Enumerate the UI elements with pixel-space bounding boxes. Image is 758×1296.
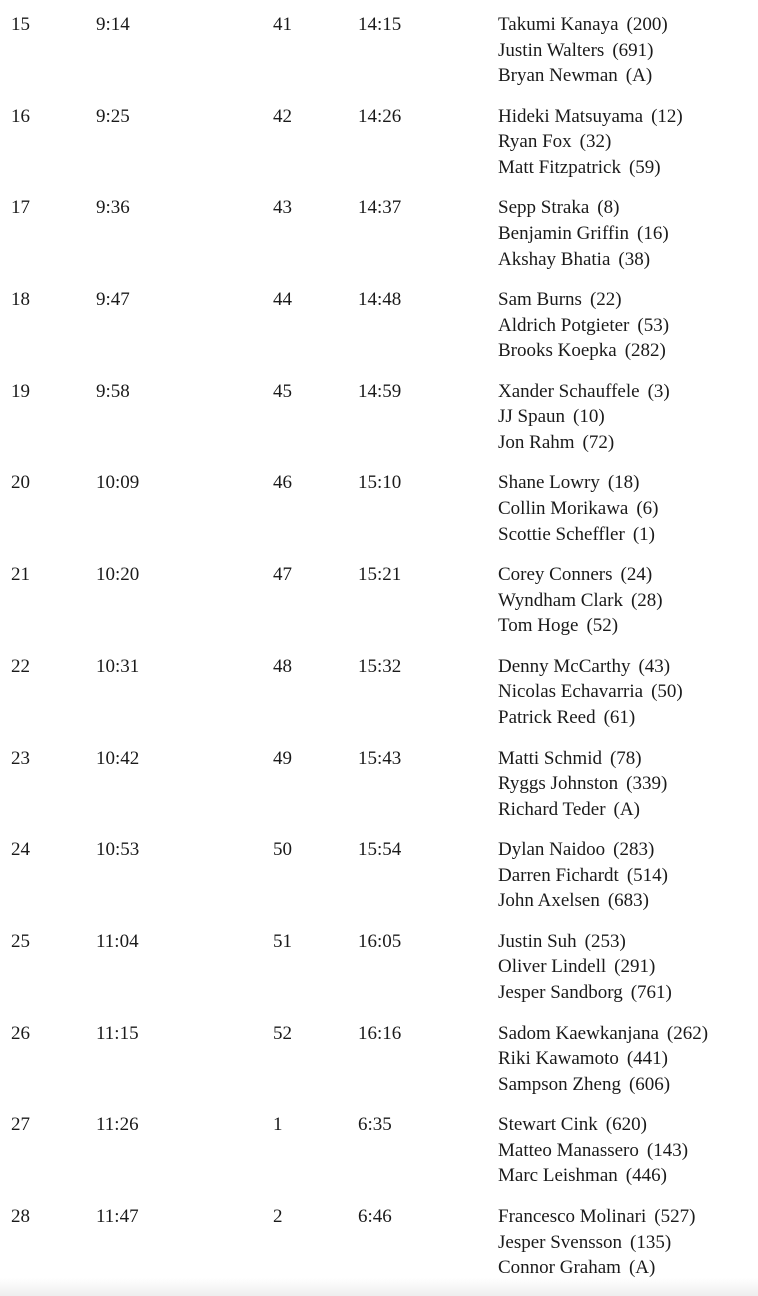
group-number: 18	[11, 289, 30, 311]
player-name: Xander Schauffele	[498, 380, 640, 402]
group-number-alt: 45	[273, 380, 292, 402]
player-list	[498, 746, 667, 823]
group-number-alt: 51	[273, 930, 292, 952]
player-rank: (283)	[613, 839, 655, 861]
tee-time: 9:14	[96, 14, 130, 35]
player-list	[498, 195, 669, 272]
player-name: Stewart Cink	[498, 1114, 598, 1136]
player-rank: (339)	[626, 773, 668, 795]
player-name: Matt Fitzpatrick	[498, 156, 621, 178]
group-number: 20	[11, 472, 30, 494]
player-rank: (262)	[666, 1022, 709, 1044]
player-entry	[498, 155, 683, 181]
player-entry	[498, 705, 683, 731]
player-rank: (72)	[582, 431, 615, 453]
player-rank: (10)	[573, 406, 605, 428]
player-name: Jon Rahm	[498, 431, 575, 453]
group-number-alt: 48	[273, 655, 292, 677]
table-row	[0, 837, 758, 929]
player-entry	[498, 746, 667, 772]
tee-time-alt: 15:10	[358, 472, 402, 494]
player-entry	[498, 588, 663, 614]
tee-time-alt: 15:54	[358, 839, 402, 861]
player-rank: (A)	[628, 1257, 656, 1279]
player-entry	[498, 679, 683, 705]
player-rank: (24)	[620, 564, 653, 586]
player-entry	[498, 954, 672, 980]
player-list	[498, 1204, 695, 1281]
player-rank: (282)	[624, 340, 666, 362]
player-rank: (22)	[589, 289, 622, 311]
player-rank: (620)	[605, 1114, 647, 1136]
tee-time-alt: 14:48	[358, 289, 402, 311]
group-number: 27	[11, 1114, 30, 1136]
player-entry	[498, 1021, 708, 1047]
player-rank: (78)	[609, 747, 642, 769]
tee-time-alt: 6:46	[358, 1205, 392, 1227]
player-name: Takumi Kanaya	[498, 14, 619, 35]
table-row	[0, 195, 758, 287]
table-row	[0, 746, 758, 838]
player-name: Sepp Straka	[498, 197, 590, 219]
player-list	[498, 379, 670, 456]
tee-time-alt: 15:32	[358, 655, 402, 677]
player-entry	[498, 63, 668, 89]
player-name: Richard Teder	[498, 798, 606, 820]
player-name: Patrick Reed	[498, 707, 596, 728]
player-rank: (61)	[603, 707, 636, 728]
player-name: JJ Spaun	[498, 406, 566, 428]
player-rank: (32)	[579, 131, 612, 153]
player-name: Matteo Manassero	[498, 1139, 639, 1161]
player-name: Scottie Scheffler	[498, 523, 625, 545]
player-rank: (18)	[607, 472, 640, 494]
player-entry	[498, 1046, 708, 1072]
table-row	[0, 379, 758, 471]
player-entry	[498, 12, 668, 38]
player-name: Collin Morikawa	[498, 498, 629, 520]
player-entry	[498, 104, 683, 130]
player-rank: (691)	[612, 39, 654, 61]
player-rank: (761)	[630, 982, 672, 1004]
player-list	[498, 1112, 688, 1189]
player-list	[498, 654, 683, 731]
player-list	[498, 929, 672, 1006]
player-entry	[498, 1138, 688, 1164]
table-row	[0, 929, 758, 1021]
player-entry	[498, 379, 670, 405]
player-name: Marc Leishman	[498, 1165, 618, 1187]
group-number: 24	[11, 839, 30, 861]
player-entry	[498, 313, 669, 339]
player-entry	[498, 1230, 695, 1256]
player-rank: (446)	[625, 1165, 667, 1187]
player-entry	[498, 221, 669, 247]
player-rank: (43)	[638, 655, 671, 677]
tee-time: 11:47	[96, 1205, 139, 1227]
table-row	[0, 470, 758, 562]
player-entry	[498, 797, 667, 823]
player-name: Corey Conners	[498, 564, 613, 586]
player-name: Ryggs Johnston	[498, 773, 619, 795]
player-entry	[498, 1204, 695, 1230]
group-number-alt: 49	[273, 747, 292, 769]
player-rank: (50)	[651, 681, 683, 703]
player-entry	[498, 195, 669, 221]
player-entry	[498, 837, 668, 863]
group-number-alt: 2	[273, 1205, 283, 1227]
table-row	[0, 562, 758, 654]
group-number: 25	[11, 930, 30, 952]
player-entry	[498, 562, 663, 588]
player-entry	[498, 771, 667, 797]
tee-times-table	[0, 12, 758, 1296]
player-name: Darren Fichardt	[498, 864, 619, 886]
player-name: Benjamin Griffin	[498, 222, 630, 244]
player-name: Riki Kawamoto	[498, 1048, 619, 1070]
player-entry	[498, 129, 683, 155]
tee-time: 9:58	[96, 380, 130, 402]
group-number: 15	[11, 14, 30, 35]
tee-time: 9:36	[96, 197, 130, 219]
player-rank: (3)	[647, 380, 670, 402]
table-row	[0, 1021, 758, 1113]
group-number: 16	[11, 105, 30, 127]
player-entry	[498, 38, 668, 64]
player-rank: (527)	[654, 1205, 696, 1227]
tee-time: 10:20	[96, 564, 140, 586]
player-list	[498, 287, 669, 364]
group-number-alt: 44	[273, 289, 292, 311]
group-number: 22	[11, 655, 30, 677]
player-name: Justin Suh	[498, 930, 577, 952]
player-name: Bryan Newman	[498, 65, 618, 87]
player-name: Dylan Naidoo	[498, 839, 606, 861]
group-number: 23	[11, 747, 30, 769]
player-entry	[498, 287, 669, 313]
player-rank: (291)	[614, 956, 656, 978]
player-rank: (1)	[632, 523, 655, 545]
player-name: Justin Walters	[498, 39, 605, 61]
player-name: Ryan Fox	[498, 131, 572, 153]
player-rank: (53)	[637, 314, 670, 336]
player-name: Shane Lowry	[498, 472, 600, 494]
player-entry	[498, 430, 670, 456]
player-rank: (135)	[630, 1231, 672, 1253]
table-row	[0, 104, 758, 196]
player-rank: (514)	[626, 864, 668, 886]
group-number-alt: 46	[273, 472, 292, 494]
player-entry	[498, 522, 659, 548]
player-rank: (200)	[626, 14, 668, 35]
tee-time: 11:26	[96, 1114, 139, 1136]
player-name: Aldrich Potgieter	[498, 314, 630, 336]
player-name: Brooks Koepka	[498, 340, 617, 362]
player-entry	[498, 496, 659, 522]
player-name: Sampson Zheng	[498, 1073, 621, 1095]
player-name: Francesco Molinari	[498, 1205, 647, 1227]
player-list	[498, 12, 668, 89]
player-list	[498, 1021, 708, 1098]
player-name: John Axelsen	[498, 890, 600, 912]
player-entry	[498, 654, 683, 680]
player-entry	[498, 338, 669, 364]
tee-time: 10:42	[96, 747, 140, 769]
player-name: Oliver Lindell	[498, 956, 607, 978]
player-entry	[498, 1163, 688, 1189]
table-row	[0, 12, 758, 104]
player-rank: (143)	[646, 1139, 689, 1161]
group-number-alt: 47	[273, 564, 292, 586]
tee-time-alt: 15:43	[358, 747, 402, 769]
player-name: Akshay Bhatia	[498, 248, 611, 270]
player-entry	[498, 888, 668, 914]
player-name: Tom Hoge	[498, 615, 579, 637]
player-rank: (52)	[586, 615, 619, 637]
player-name: Jesper Sandborg	[498, 982, 623, 1004]
player-rank: (28)	[630, 589, 663, 611]
group-number: 26	[11, 1022, 30, 1044]
tee-time-alt: 15:21	[358, 564, 402, 586]
group-number: 17	[11, 197, 30, 219]
player-entry	[498, 404, 670, 430]
player-rank: (683)	[607, 890, 650, 912]
tee-time: 11:15	[96, 1022, 139, 1044]
group-number-alt: 43	[273, 197, 292, 219]
player-list	[498, 837, 668, 914]
player-entry	[498, 1072, 708, 1098]
group-number-alt: 52	[273, 1022, 292, 1044]
tee-time: 9:47	[96, 289, 130, 311]
player-list	[498, 562, 663, 639]
player-list	[498, 104, 683, 181]
group-number-alt: 50	[273, 839, 292, 861]
group-number-alt: 41	[273, 14, 292, 35]
tee-time-alt: 16:16	[358, 1022, 402, 1044]
player-name: Sadom Kaewkanjana	[498, 1022, 659, 1044]
player-entry	[498, 863, 668, 889]
player-name: Matti Schmid	[498, 747, 602, 769]
tee-time-alt: 14:26	[358, 105, 402, 127]
player-rank: (A)	[613, 798, 640, 820]
player-rank: (38)	[618, 248, 651, 270]
player-entry	[498, 1112, 688, 1138]
player-rank: (12)	[651, 105, 683, 127]
player-rank: (253)	[584, 930, 626, 952]
player-name: Jesper Svensson	[498, 1231, 623, 1253]
player-list	[498, 470, 659, 547]
player-name: Hideki Matsuyama	[498, 105, 644, 127]
player-name: Sam Burns	[498, 289, 582, 311]
player-entry	[498, 247, 669, 273]
group-number: 21	[11, 564, 30, 586]
player-entry	[498, 613, 663, 639]
player-entry	[498, 980, 672, 1006]
table-row	[0, 287, 758, 379]
player-rank: (8)	[597, 197, 620, 219]
table-row	[0, 654, 758, 746]
player-rank: (59)	[628, 156, 661, 178]
player-name: Connor Graham	[498, 1257, 621, 1279]
tee-time: 10:53	[96, 839, 140, 861]
player-name: Wyndham Clark	[498, 589, 623, 611]
player-entry	[498, 929, 672, 955]
player-name: Denny McCarthy	[498, 655, 631, 677]
player-name: Nicolas Echavarria	[498, 681, 644, 703]
tee-time-alt: 14:15	[358, 14, 402, 35]
player-rank: (A)	[625, 65, 653, 87]
group-number-alt: 42	[273, 105, 292, 127]
group-number-alt: 1	[273, 1114, 283, 1136]
tee-time: 10:31	[96, 655, 140, 677]
tee-time: 11:04	[96, 930, 139, 952]
player-rank: (16)	[637, 222, 669, 244]
player-entry	[498, 1255, 695, 1281]
table-row	[0, 1112, 758, 1204]
tee-time: 9:25	[96, 105, 130, 127]
tee-time-alt: 6:35	[358, 1114, 392, 1136]
group-number: 19	[11, 380, 30, 402]
tee-time: 10:09	[96, 472, 140, 494]
player-rank: (441)	[626, 1048, 669, 1070]
player-entry	[498, 470, 659, 496]
tee-time-alt: 14:59	[358, 380, 402, 402]
bottom-shadow	[0, 1278, 758, 1296]
player-rank: (6)	[636, 498, 659, 520]
player-rank: (606)	[628, 1073, 671, 1095]
tee-time-alt: 14:37	[358, 197, 402, 219]
tee-time-alt: 16:05	[358, 930, 402, 952]
group-number: 28	[11, 1205, 30, 1227]
